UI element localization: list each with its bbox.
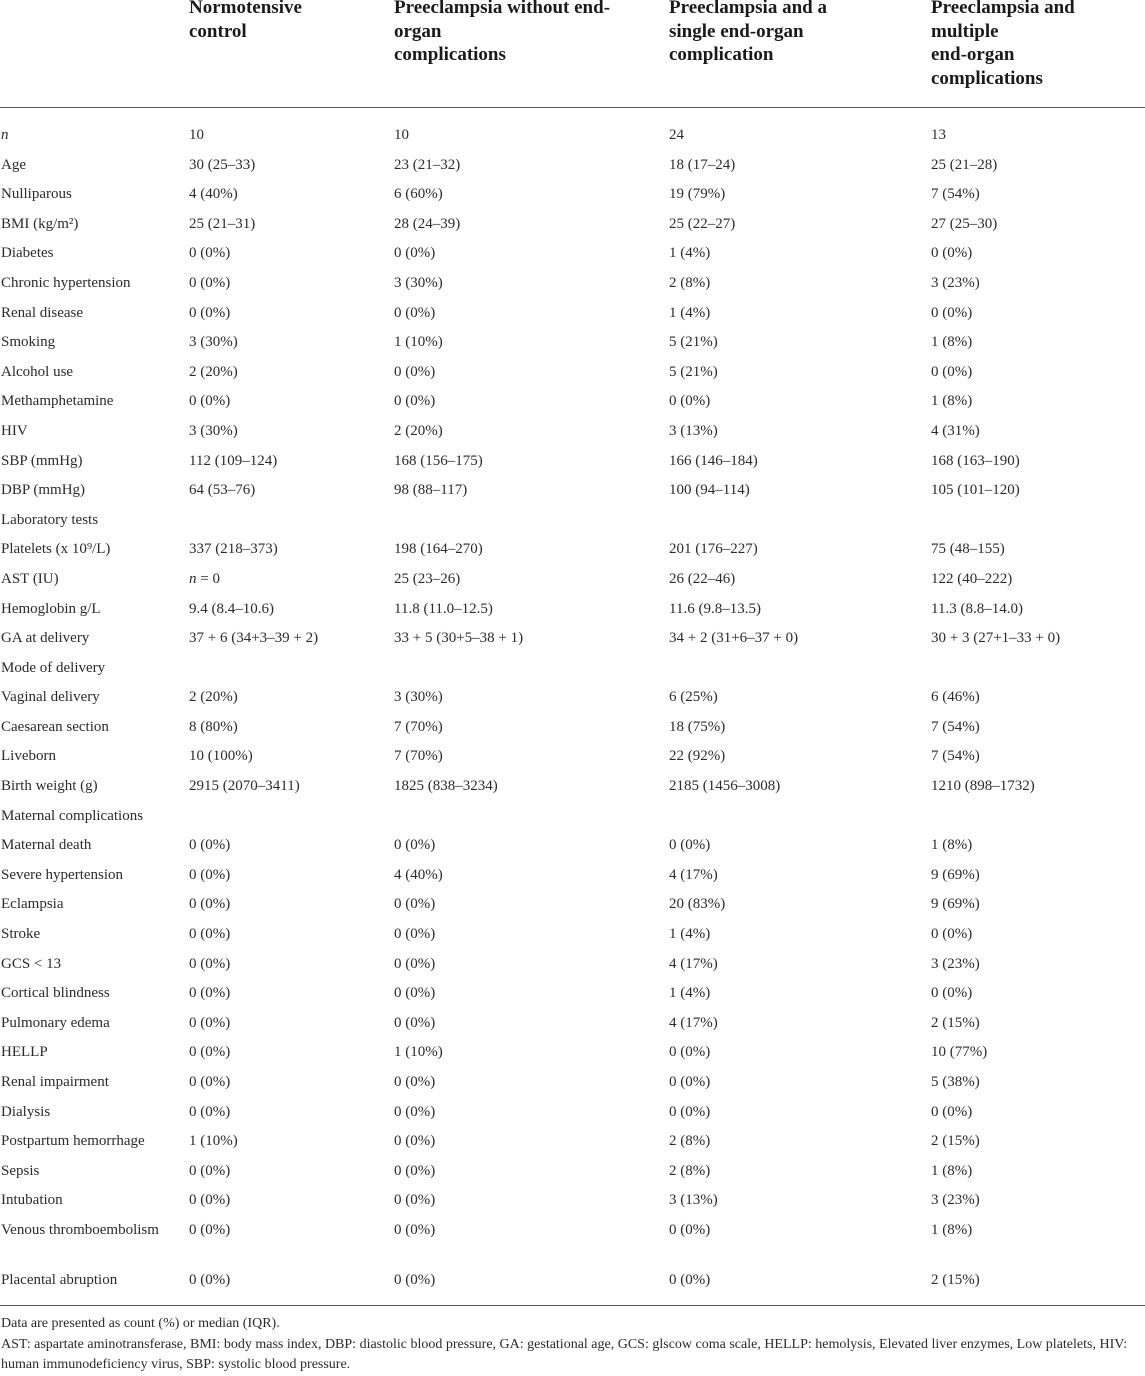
- table-row: [0, 889, 1145, 919]
- table-cell: 0 (0%): [189, 866, 231, 883]
- row-label: Venous thromboembolism: [1, 1221, 159, 1238]
- table-row: [0, 623, 1145, 653]
- table-row: [0, 505, 1145, 535]
- table-row: [0, 1097, 1145, 1127]
- table-cell: 3 (30%): [189, 334, 238, 351]
- table-cell: 0 (0%): [394, 837, 436, 854]
- table-cell: 0 (0%): [931, 926, 973, 943]
- table-cell: 0 (0%): [189, 1074, 231, 1090]
- table-cell: 0 (0%): [394, 1103, 436, 1120]
- table-row: [0, 209, 1145, 239]
- row-label: Diabetes: [1, 245, 54, 262]
- table-cell: 19 (79%): [669, 186, 726, 203]
- table-row: [0, 919, 1145, 949]
- table-cell: 0 (0%): [189, 1162, 231, 1179]
- table-cell: 5 (21%): [669, 334, 718, 351]
- table-cell: 122 (40–222): [931, 570, 1013, 587]
- table-cell: 0 (0%): [189, 955, 231, 972]
- table-row: [0, 1008, 1145, 1038]
- table-cell: 0 (0%): [394, 304, 436, 321]
- table-row: [0, 1185, 1145, 1215]
- table-cell: 28 (24–39): [394, 215, 461, 232]
- table-cell: 0 (0%): [394, 1133, 436, 1150]
- table-cell: 6 (46%): [931, 689, 980, 706]
- table-cell: 0 (0%): [931, 985, 973, 1002]
- table-cell: 1 (8%): [931, 1162, 973, 1179]
- table-cell: 4 (17%): [669, 955, 718, 972]
- row-label: Vaginal delivery: [1, 689, 100, 706]
- table-cell: 105 (101–120): [931, 482, 1020, 499]
- table-cell: 2 (15%): [931, 1133, 980, 1150]
- table-cell: 1 (4%): [669, 304, 711, 321]
- table-cell: 2 (20%): [189, 363, 238, 380]
- table-cell: 3 (23%): [931, 955, 980, 972]
- table-cell: 0 (0%): [669, 1221, 711, 1238]
- table-cell: 0 (0%): [394, 1271, 436, 1288]
- table-row: [0, 712, 1145, 742]
- row-label: Hemoglobin g/L: [1, 600, 101, 617]
- header-line: organ: [394, 20, 442, 42]
- row-label: GA at delivery: [1, 630, 90, 647]
- row-label: Cortical blindness: [1, 985, 110, 1002]
- header-normotensive-control: [189, 0, 302, 43]
- table-cell: 0 (0%): [394, 245, 436, 262]
- table-cell: 11.8 (11.0–12.5): [394, 600, 493, 617]
- table-cell: 0 (0%): [189, 304, 231, 321]
- table-row: [0, 120, 1145, 150]
- table-cell: 1 (10%): [394, 1044, 443, 1061]
- header-line: Preeclampsia without end-: [394, 0, 611, 18]
- table-cell: 10 (100%): [189, 748, 253, 765]
- header-line: single end-organ: [669, 20, 804, 42]
- table-cell: 0 (0%): [189, 1192, 231, 1209]
- table-cell: 23 (21–32): [394, 156, 461, 173]
- table-cell: 7 (70%): [394, 748, 443, 765]
- table-body: [0, 120, 1145, 1295]
- row-label: Liveborn: [1, 748, 56, 765]
- table-cell: 0 (0%): [394, 1014, 436, 1031]
- table-row: [0, 179, 1145, 209]
- table-cell: 9 (69%): [931, 866, 980, 883]
- table-row: [0, 653, 1145, 683]
- row-label: n: [1, 127, 9, 143]
- header-preeclampsia-multiple-complications: [931, 0, 1075, 90]
- row-label: Dialysis: [1, 1103, 51, 1120]
- row-label: Methamphetamine: [1, 393, 114, 410]
- table-cell: 1 (8%): [931, 837, 973, 854]
- row-label: Nulliparous: [1, 186, 72, 203]
- table-footnotes: [1, 1314, 1141, 1376]
- table-cell: 2915 (2070–3411): [189, 778, 300, 795]
- table-cell: 27 (25–30): [931, 215, 998, 232]
- table-cell: 100 (94–114): [669, 482, 750, 499]
- table-cell: 0 (0%): [394, 1162, 436, 1179]
- row-label: DBP (mmHg): [1, 482, 86, 499]
- header-preeclampsia-without-complications: [394, 0, 610, 67]
- row-label: Birth weight (g): [1, 778, 98, 795]
- table-row: [0, 386, 1145, 416]
- row-label: HELLP: [1, 1044, 48, 1061]
- row-label: Renal disease: [1, 304, 84, 321]
- table-cell: 3 (13%): [669, 1192, 718, 1209]
- table-cell: 9 (69%): [931, 896, 980, 913]
- table-cell: 7 (54%): [931, 718, 980, 735]
- row-label: BMI (kg/m²): [1, 215, 79, 232]
- table-cell: 0 (0%): [189, 1221, 231, 1238]
- header-line: complication: [669, 44, 774, 65]
- table-cell: 2 (8%): [669, 274, 711, 291]
- table-cell: 1210 (898–1732): [931, 778, 1035, 795]
- table-cell: 33 + 5 (30+5–38 + 1): [394, 630, 524, 647]
- table-row: [0, 594, 1145, 624]
- table-cell: 11.6 (9.8–13.5): [669, 600, 761, 617]
- table-cell: 0 (0%): [394, 926, 436, 943]
- row-label: GCS < 13: [1, 955, 62, 972]
- table-row: [0, 682, 1145, 712]
- table-cell: 168 (163–190): [931, 452, 1020, 469]
- table-cell: 0 (0%): [394, 1221, 436, 1238]
- table-cell: 10 (77%): [931, 1044, 988, 1061]
- table-row: [0, 830, 1145, 860]
- row-label: Maternal complications: [1, 807, 144, 824]
- table-cell: 198 (164–270): [394, 541, 483, 558]
- table-row: [0, 475, 1145, 505]
- table-cell: 0 (0%): [394, 985, 436, 1002]
- table-cell: 37 + 6 (34+3–39 + 2): [189, 630, 319, 647]
- table-cell: 5 (38%): [931, 1074, 980, 1090]
- row-label: Smoking: [1, 334, 56, 351]
- table-cell: 3 (23%): [931, 274, 980, 291]
- row-label: HIV: [1, 422, 28, 439]
- table-cell: 0 (0%): [669, 1044, 711, 1061]
- table-cell: 0 (0%): [669, 837, 711, 854]
- table-row: [0, 741, 1145, 771]
- header-line: multiple: [931, 20, 999, 42]
- table-row: [0, 238, 1145, 268]
- row-label: Sepsis: [1, 1162, 40, 1179]
- table-cell: 0 (0%): [189, 1014, 231, 1031]
- table-cell: 18 (75%): [669, 718, 726, 735]
- table-row: [0, 327, 1145, 357]
- table-row: [0, 446, 1145, 476]
- row-label: Age: [1, 156, 26, 173]
- table-row: [0, 1067, 1145, 1097]
- table-cell: 26 (22–46): [669, 570, 736, 587]
- table-cell: 3 (30%): [189, 422, 238, 439]
- table-cell: 166 (146–184): [669, 452, 758, 469]
- table-cell: 0 (0%): [394, 1074, 436, 1090]
- table-cell: 0 (0%): [394, 955, 436, 972]
- table-cell: 0 (0%): [394, 1192, 436, 1209]
- table-cell: 11.3 (8.8–14.0): [931, 600, 1023, 617]
- row-label: Pulmonary edema: [1, 1014, 110, 1031]
- table-cell: 0 (0%): [189, 837, 231, 854]
- row-label: AST (IU): [1, 570, 59, 587]
- row-label: Maternal death: [1, 837, 92, 854]
- table-cell: 22 (92%): [669, 748, 726, 765]
- table-cell: 3 (30%): [394, 274, 443, 291]
- table-cell: 3 (30%): [394, 689, 443, 706]
- table-cell: 1 (4%): [669, 985, 711, 1002]
- table-cell: 0 (0%): [189, 926, 231, 943]
- row-label: Alcohol use: [1, 363, 74, 380]
- row-label: Stroke: [1, 926, 41, 943]
- header-line: control: [189, 20, 247, 42]
- table-cell: 2 (20%): [394, 422, 443, 439]
- row-label: Chronic hypertension: [1, 274, 131, 291]
- row-label: Caesarean section: [1, 718, 109, 735]
- header-line: Preeclampsia and: [931, 0, 1075, 18]
- header-line: Preeclampsia and a: [669, 0, 827, 18]
- table-cell: 0 (0%): [189, 393, 231, 410]
- table-cell: 2 (8%): [669, 1133, 711, 1150]
- table-cell: 64 (53–76): [189, 482, 256, 499]
- table-cell: 337 (218–373): [189, 541, 278, 558]
- row-label: Laboratory tests: [1, 511, 99, 528]
- table-cell: 0 (0%): [189, 1044, 231, 1061]
- table-cell: 25 (21–28): [931, 156, 998, 173]
- table-cell: 0 (0%): [189, 985, 231, 1002]
- table-cell: 75 (48–155): [931, 541, 1005, 558]
- row-label: Renal impairment: [1, 1074, 109, 1090]
- table-cell: 0 (0%): [189, 896, 231, 913]
- table-cell: 4 (17%): [669, 866, 718, 883]
- table-row: [0, 150, 1145, 180]
- header-line: complications: [931, 67, 1043, 89]
- table-row: [0, 357, 1145, 387]
- table-cell: 0 (0%): [669, 1271, 711, 1288]
- table-cell: 3 (23%): [931, 1192, 980, 1209]
- table-cell: 1825 (838–3234): [394, 778, 498, 795]
- header-divider: [0, 107, 1145, 108]
- table-row: [0, 949, 1145, 979]
- table-cell: 98 (88–117): [394, 482, 468, 499]
- table-cell: 0 (0%): [669, 1074, 711, 1090]
- table-cell: 1 (4%): [669, 926, 711, 943]
- table-cell: 3 (13%): [669, 422, 718, 439]
- table-cell: 0 (0%): [394, 363, 436, 380]
- header-preeclampsia-single-complication: [669, 0, 827, 67]
- table-cell: 1 (4%): [669, 245, 711, 262]
- table-cell: 25 (23–26): [394, 570, 461, 587]
- table-row: [0, 416, 1145, 446]
- table-cell: 7 (54%): [931, 186, 980, 203]
- footnote-abbreviations: AST: aspartate aminotransferase, BMI: body mass index, DBP: diastolic blood pressure, GA: gestational age, GCS: glscow coma scale, HELLP: hemolysis, Elevated liver enzymes, Low platelets, HIV: human immunodeficiency virus, SBP: systolic blood pressure.: [1, 1336, 1128, 1372]
- table-cell: 30 + 3 (27+1–33 + 0): [931, 630, 1061, 647]
- table-row: [0, 534, 1145, 564]
- table-row: [0, 564, 1145, 594]
- table-cell: 13: [931, 127, 946, 143]
- table-cell: 10: [394, 127, 409, 143]
- table-row: [0, 1126, 1145, 1156]
- table-cell: 8 (80%): [189, 718, 238, 735]
- table-cell: 1 (8%): [931, 1221, 973, 1238]
- table-row: [0, 860, 1145, 890]
- footnote-data-presentation: Data are presented as count (%) or median (IQR).: [1, 1316, 280, 1331]
- row-label: Mode of delivery: [1, 659, 106, 676]
- table-cell: 2185 (1456–3008): [669, 778, 781, 795]
- table-row: [0, 1156, 1145, 1186]
- row-label: Placental abruption: [1, 1271, 118, 1288]
- table-cell: 0 (0%): [189, 1271, 231, 1288]
- row-label: Postpartum hemorrhage: [1, 1133, 145, 1150]
- row-label: Severe hypertension: [1, 866, 124, 883]
- header-line: complications: [394, 44, 506, 65]
- table-cell: 0 (0%): [394, 393, 436, 410]
- row-label: Platelets (x 10⁹/L): [1, 541, 111, 558]
- table-cell: 2 (20%): [189, 689, 238, 706]
- table-cell: 0 (0%): [669, 1103, 711, 1120]
- table-cell: 4 (31%): [931, 422, 980, 439]
- table-cell: 1 (10%): [394, 334, 443, 351]
- table-cell: 1 (8%): [931, 393, 973, 410]
- table-cell: 4 (40%): [189, 186, 238, 203]
- table-cell: 0 (0%): [931, 304, 973, 321]
- table-cell: 2 (15%): [931, 1014, 980, 1031]
- table-cell: 168 (156–175): [394, 452, 483, 469]
- table-cell: 7 (70%): [394, 718, 443, 735]
- table-cell: 2 (8%): [669, 1162, 711, 1179]
- header-line: end-organ: [931, 44, 1015, 65]
- table-cell: 0 (0%): [189, 245, 231, 262]
- table-cell: 6 (25%): [669, 689, 718, 706]
- row-label: SBP (mmHg): [1, 452, 83, 469]
- table-row: [0, 978, 1145, 1008]
- row-label: Eclampsia: [1, 896, 64, 913]
- table-cell: 20 (83%): [669, 896, 726, 913]
- table-cell: n = 0: [189, 570, 220, 587]
- table-cell: 0 (0%): [931, 245, 973, 262]
- table-cell: 10: [189, 127, 204, 143]
- table-cell: 6 (60%): [394, 186, 443, 203]
- table-cell: 0 (0%): [394, 896, 436, 913]
- table-cell: 201 (176–227): [669, 541, 758, 558]
- table-cell: 9.4 (8.4–10.6): [189, 600, 274, 617]
- table-cell: 0 (0%): [931, 363, 973, 380]
- header-line: Normotensive: [189, 0, 302, 18]
- table-bottom-divider: [0, 1305, 1145, 1306]
- table-row: [0, 268, 1145, 298]
- table-cell: 112 (109–124): [189, 452, 278, 469]
- table-cell: 30 (25–33): [189, 156, 256, 173]
- table-cell: 0 (0%): [669, 393, 711, 410]
- table-cell: 25 (21–31): [189, 215, 256, 232]
- table-cell: 0 (0%): [189, 274, 231, 291]
- table-cell: 4 (17%): [669, 1014, 718, 1031]
- table-cell: 25 (22–27): [669, 215, 736, 232]
- table-row: [0, 771, 1145, 801]
- table-cell: 4 (40%): [394, 866, 443, 883]
- table-row: [0, 801, 1145, 831]
- table-row: [0, 1215, 1145, 1265]
- table-cell: 24: [669, 127, 684, 143]
- table-row: [0, 298, 1145, 328]
- table-cell: 18 (17–24): [669, 156, 736, 173]
- table-header: [0, 0, 1145, 107]
- table-cell: 34 + 2 (31+6–37 + 0): [669, 630, 799, 647]
- table-row: [0, 1265, 1145, 1295]
- table-cell: 0 (0%): [189, 1103, 231, 1120]
- table-cell: 0 (0%): [931, 1103, 973, 1120]
- row-label: Intubation: [1, 1192, 63, 1209]
- table-row: [0, 1037, 1145, 1067]
- table-cell: 2 (15%): [931, 1271, 980, 1288]
- table-cell: 7 (54%): [931, 748, 980, 765]
- table-cell: 5 (21%): [669, 363, 718, 380]
- table-cell: 1 (8%): [931, 334, 973, 351]
- table-cell: 1 (10%): [189, 1133, 238, 1150]
